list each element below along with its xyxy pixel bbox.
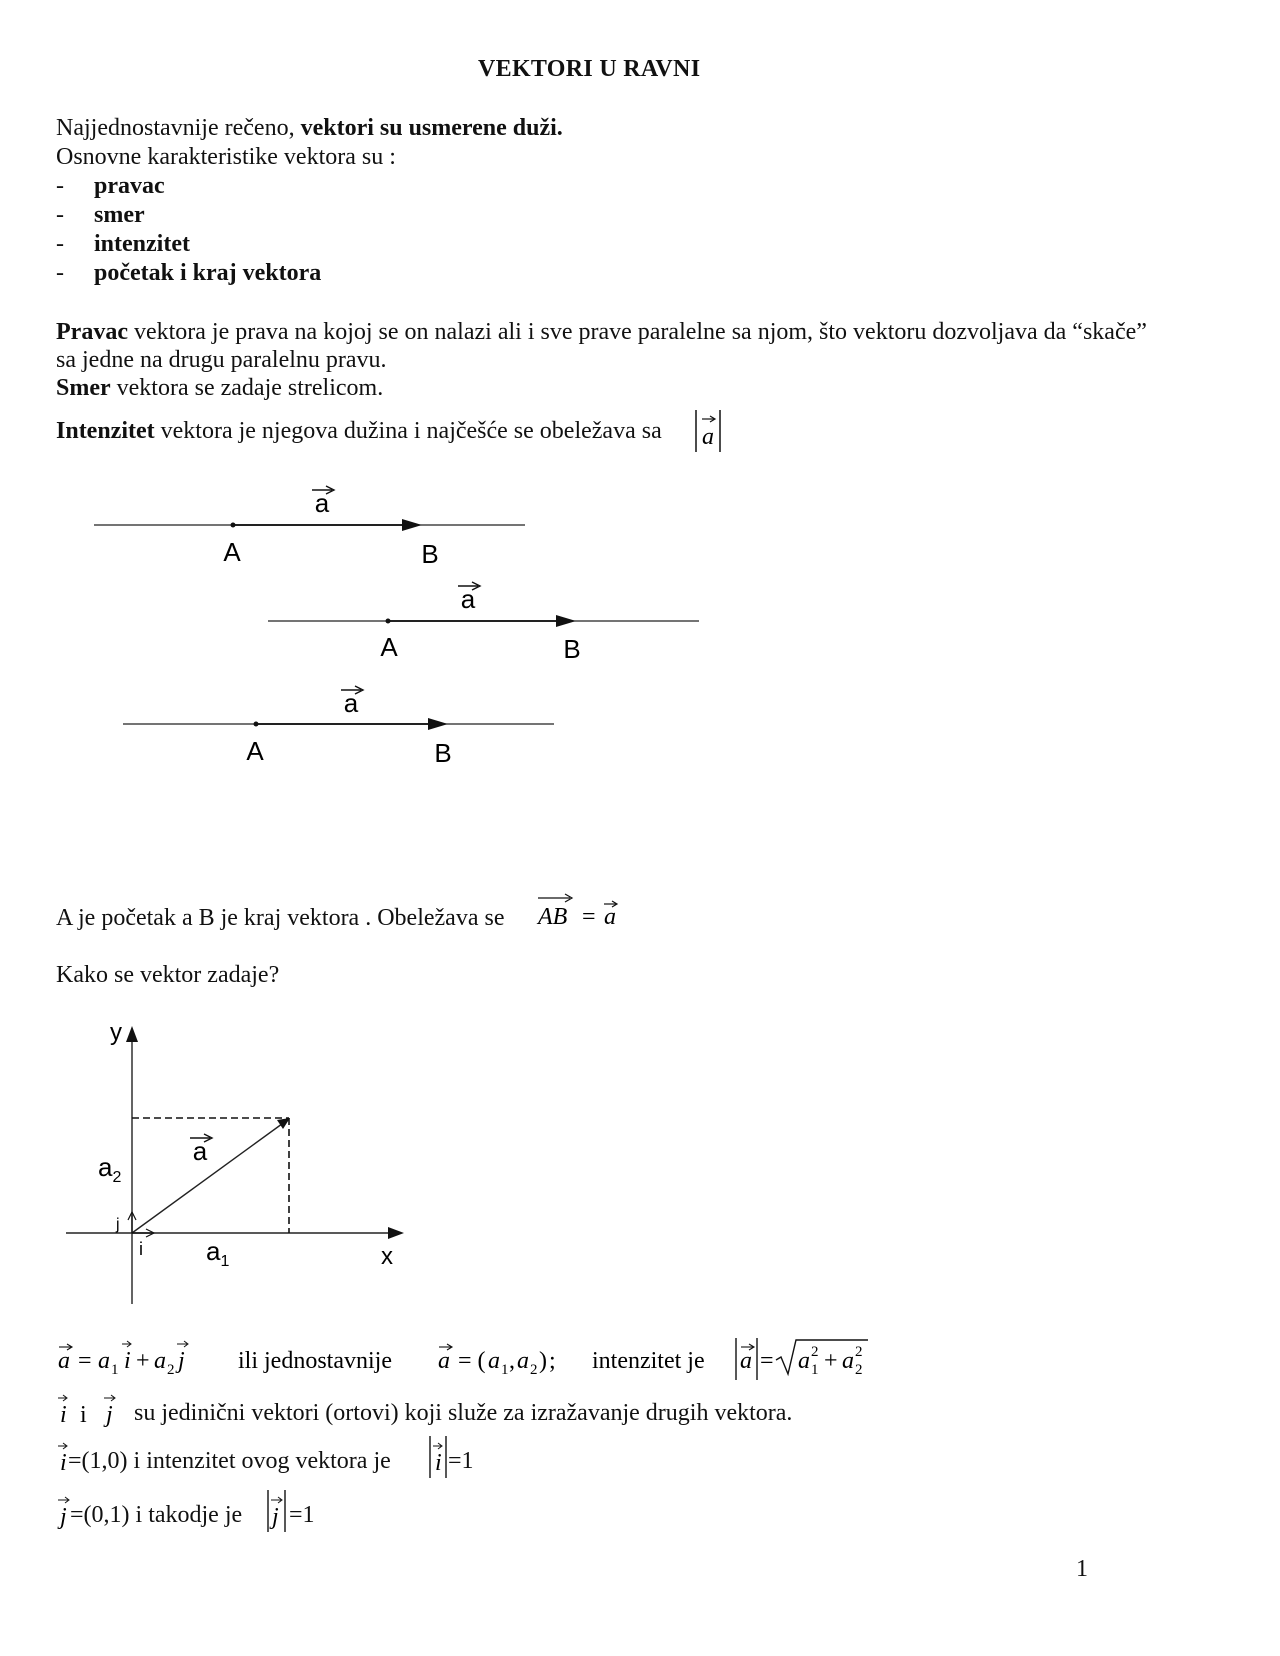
j-vector-definition: =(0,1) i takodje je (70, 1502, 243, 1528)
svg-text:a: a (154, 1348, 166, 1374)
svg-text:i: i (60, 1450, 67, 1476)
pravac-definition-cont: sa jedne na drugu paralelnu pravu. (56, 347, 387, 373)
a2-label: $a_2$ (98, 1152, 122, 1186)
ab-equals: = (582, 904, 596, 930)
intro-line-2: Osnovne karakteristike vektora su : (56, 144, 396, 170)
svg-text:i: i (435, 1450, 442, 1476)
svg-text:2: 2 (530, 1362, 538, 1378)
page-number: 1 (1076, 1556, 1088, 1582)
list-item (56, 259, 321, 287)
svg-text:a: a (798, 1348, 810, 1374)
unit-vectors-ij (56, 1388, 116, 1432)
point-a-label: A (380, 632, 398, 662)
i-vector-definition: =(1,0) i intenzitet ovog vektora je (68, 1448, 391, 1474)
svg-text:a: a (842, 1348, 854, 1374)
svg-text:= (: = ( (458, 1348, 486, 1374)
svg-text:+: + (824, 1348, 838, 1374)
y-axis-label: y (110, 1019, 122, 1046)
list-item-label: pravac (94, 173, 165, 199)
svg-text:j: j (272, 1504, 279, 1530)
svg-text:1: 1 (811, 1362, 819, 1378)
unit-vectors-description: su jedinični vektori (ortovi) koji služe za izražavanje drugih vektora. (134, 1400, 793, 1426)
list-item (56, 172, 165, 200)
vector-a-label: a (460, 584, 476, 614)
page-title: VEKTORI U RAVNI (478, 56, 701, 82)
formula-a-letter: a (58, 1348, 70, 1374)
svg-text:+: + (136, 1348, 150, 1374)
svg-text:2: 2 (855, 1344, 863, 1360)
intro-plain: Najjednostavnije rečeno, (56, 115, 301, 141)
intro-line-1 (56, 114, 563, 142)
svg-text:a: a (740, 1348, 752, 1374)
point-a-label: A (246, 736, 264, 766)
intensity-text: intenzitet je (592, 1348, 705, 1374)
svg-text:i: i (80, 1402, 87, 1428)
svg-text:j: j (106, 1402, 113, 1428)
unit-j-label: j (116, 1216, 120, 1233)
svg-text:2: 2 (167, 1362, 175, 1378)
a1-label: $a_1$ (206, 1236, 230, 1270)
formula-j: j (178, 1348, 185, 1374)
point-b-label: B (563, 634, 581, 664)
x-axis-label: x (381, 1243, 393, 1270)
svg-text:=: = (78, 1348, 92, 1374)
pravac-text: vektora je prava na kojoj se on nalazi ali i sve prave paralelne sa njom, što vektoru dozvoljava da “skače” (127, 319, 1147, 345)
smer-term: Smer (56, 375, 111, 401)
list-item-label: početak i kraj vektora (94, 260, 322, 286)
ab-formula (532, 886, 622, 930)
vector-a-label: a (314, 488, 330, 518)
list-item (56, 230, 190, 258)
vector-formulas (56, 1330, 876, 1386)
intro-bold: vektori su usmerene duži. (300, 115, 563, 141)
ab-letters: AB (538, 904, 568, 930)
list-item (56, 201, 145, 229)
svg-text:=: = (760, 1348, 774, 1374)
coordinate-vector-figure (60, 1010, 420, 1310)
i-norm-value: =1 (448, 1448, 474, 1474)
svg-text:j: j (60, 1504, 67, 1530)
svg-text:,: , (509, 1348, 515, 1374)
vector-a-label: a (192, 1136, 208, 1166)
ab-a-letter: a (604, 904, 616, 930)
norm-a-symbol (694, 406, 724, 456)
point-a-label: A (223, 537, 241, 567)
smer-definition (56, 374, 383, 402)
unit-i-label: i (139, 1239, 143, 1259)
svg-text:1: 1 (111, 1362, 119, 1378)
pravac-term: Pravac (56, 319, 128, 345)
semicolon: ; (549, 1348, 556, 1374)
formula-i: i (124, 1348, 131, 1374)
svg-text:a: a (488, 1348, 500, 1374)
svg-text:i: i (60, 1402, 67, 1428)
svg-text:1: 1 (501, 1362, 509, 1378)
intenzitet-text: vektora je njegova dužina i najčešće se obeležava sa (154, 418, 662, 444)
smer-text: vektora se zadaje strelicom. (110, 375, 384, 401)
list-dash: - (56, 260, 64, 286)
formula-a1: a (98, 1348, 110, 1374)
j-norm-symbol (266, 1486, 290, 1536)
svg-text:a: a (438, 1348, 450, 1374)
list-dash: - (56, 202, 64, 228)
question-text: Kako se vektor zadaje? (56, 962, 280, 988)
pravac-definition (56, 318, 1147, 346)
point-b-label: B (434, 738, 452, 768)
point-b-label: B (421, 539, 439, 569)
list-dash: - (56, 231, 64, 257)
or-text: ili jednostavnije (238, 1348, 392, 1374)
j-norm-value: =1 (289, 1502, 315, 1528)
norm-a-letter: a (702, 424, 714, 450)
list-item-label: intenzitet (94, 231, 190, 257)
svg-text:2: 2 (855, 1362, 863, 1378)
svg-text:a: a (517, 1348, 529, 1374)
svg-text:2: 2 (811, 1344, 819, 1360)
svg-text:): ) (539, 1348, 547, 1374)
intenzitet-definition (56, 417, 662, 445)
vector-a-label: a (343, 688, 359, 718)
list-item-label: smer (94, 202, 145, 228)
parallel-vectors-figure (80, 480, 720, 770)
intenzitet-term: Intenzitet (56, 418, 155, 444)
ab-sentence: A je početak a B je kraj vektora . Obeležava se (56, 905, 505, 931)
list-dash: - (56, 173, 64, 199)
